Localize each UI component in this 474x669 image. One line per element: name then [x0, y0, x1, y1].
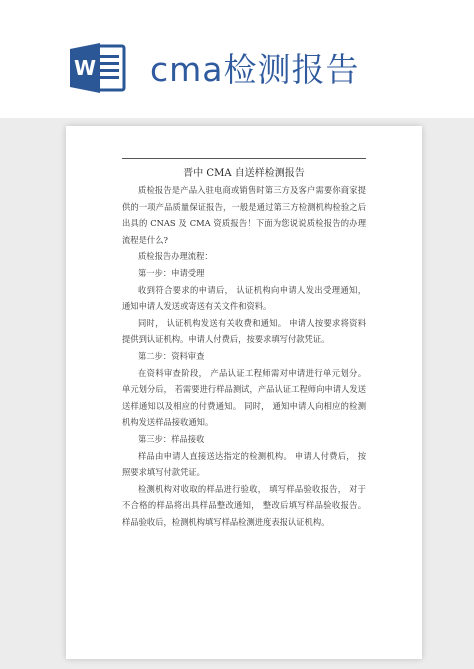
paragraph: 在资料审查阶段， 产品认证工程师需对申请进行单元划分。 单元划分后， 若需要进行样品测试，产品认证工程师向申请人发送送样通知以及相应的付费通知。 同时， 通知申请人向相应的检测机构发送样品接收通知。 — [122, 367, 366, 428]
word-icon — [68, 42, 126, 94]
document-title: 晋中 CMA 自送样检测报告 — [183, 168, 305, 179]
banner — [0, 0, 474, 118]
paragraph: 质检报告是产品入驻电商或销售时第三方及客户需要你商家提供的一项产品质量保证报告，一般是通过第三方检测机构检验之后出具的 CNAS 及 CMA 资质报告！下面为您说说质检报告的办理流程是什么? — [122, 185, 366, 245]
paragraph: 质检报告办理流程： — [138, 251, 213, 262]
banner-title: cma检测报告 — [150, 50, 360, 89]
document-body — [122, 182, 366, 530]
svg-text:W: W — [73, 56, 97, 80]
paragraph: 收到符合要求的申请后， 认证机构向申请人发出受理通知， 通知申请人发送或寄送有关文件和资料。 — [122, 284, 366, 312]
step-heading: 第二步：资料审查 — [138, 350, 205, 361]
document-page — [66, 126, 422, 659]
paragraph: 检测机构对收取的样品进行验收， 填写样品验收报告， 对于不合格的样品将出具样品整改通知， 整改后填写样品验收报告。 样品验收后，检测机构填写样品检测进度表报认证机构。 — [122, 483, 366, 527]
step-heading: 第三步：样品接收 — [138, 433, 205, 444]
header-rule — [122, 158, 366, 159]
step-heading: 第一步：申请受理 — [138, 267, 205, 278]
paragraph: 样品由申请人直接送达指定的检测机构。 申请人付费后， 按照要求填写付款凭证。 — [122, 450, 366, 478]
paragraph: 同时， 认证机构发送有关收费和通知。 申请人按要求将资料提供到认证机构。申请人付费后，按要求填写付款凭证。 — [122, 317, 366, 345]
